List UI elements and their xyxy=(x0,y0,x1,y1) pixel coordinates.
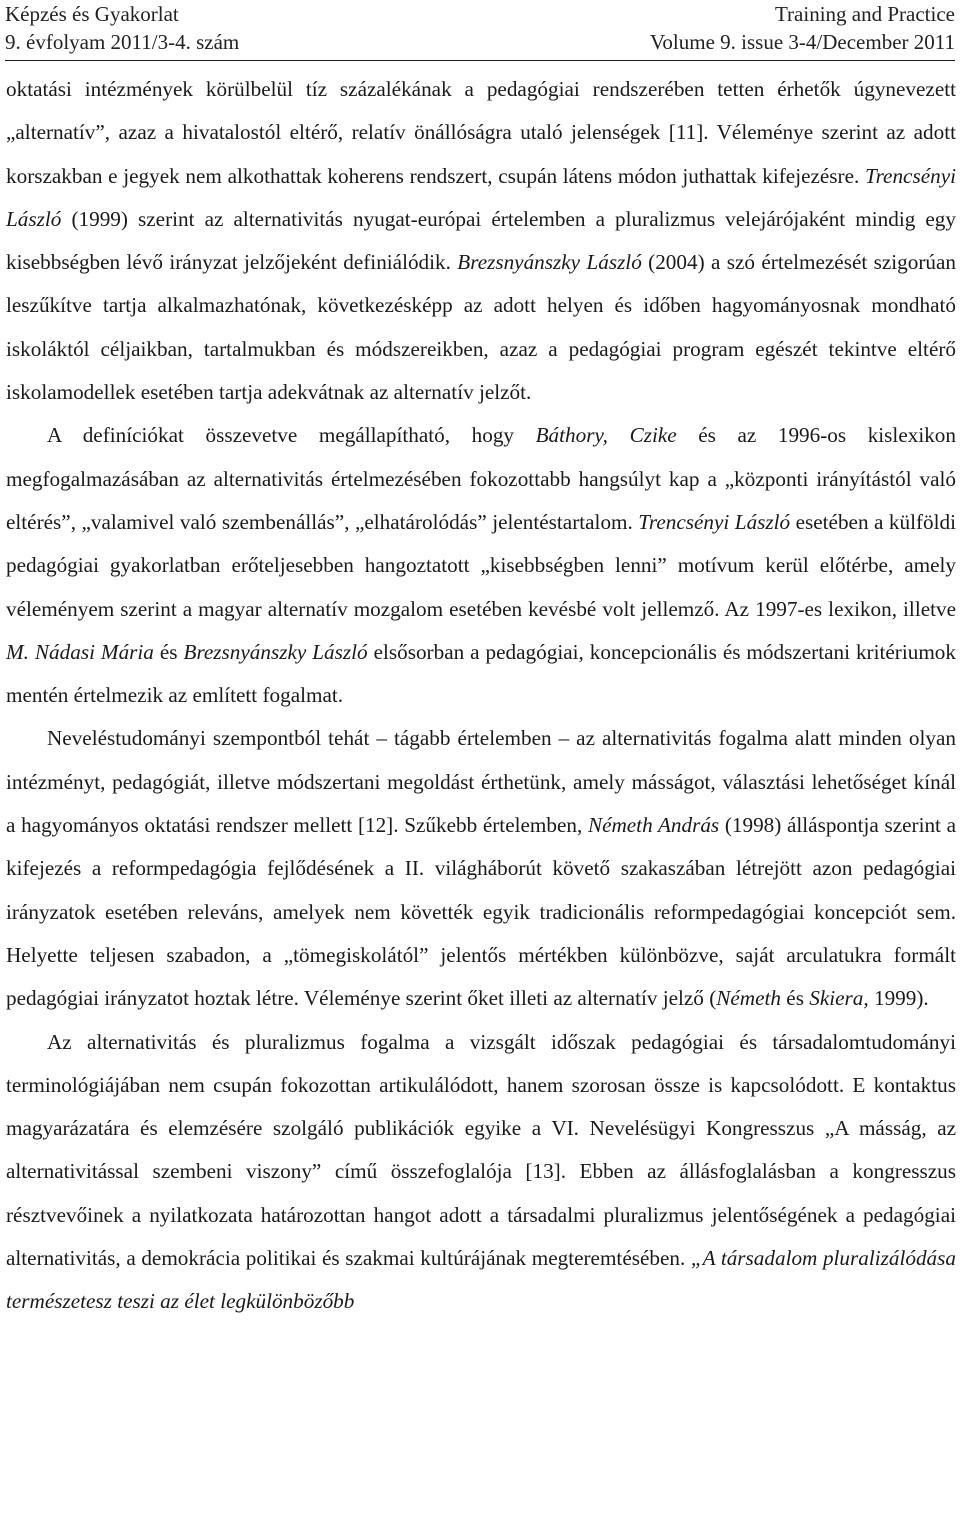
text-run: és az 1996-os kislexikon megfogalmazásában az alternativitás értelmezésében fokozottabb hangsúlyt kap a „központi irányítástól való eltérés”, „valamivel való szembenállás”, „elhatárolódás” jelentéstartalom. xyxy=(6,423,956,534)
paragraph-3 xyxy=(6,717,956,1020)
header-left xyxy=(5,0,239,60)
header-right xyxy=(650,0,955,60)
text-run: elsősorban a pedagógiai, koncepcionális és módszertani kritériumok mentén értelmezik az említett fogalmat. xyxy=(6,639,956,708)
text-run: és xyxy=(153,639,184,664)
journal-title-en: Training and Practice xyxy=(774,2,955,26)
text-run: Neveléstudományi szempontból tehát – tágabb értelemben – az alternativitás fogalma alatt minden olyan intézményt, pedagógiát, illetve módszertani megoldást érthetünk, amely másságot, választási lehetőséget kínál a hagyományos oktatási rendszer mellett [12]. Szűkebb értelemben, xyxy=(6,726,956,838)
text-run: (1998) álláspontja szerint a kifejezés a reformpedagógia fejlődésének a II. világháborút követő szakaszában létrejött azon pedagógiai irányzatok esetében releváns, amelyek nem követték egyik tradicionális reformpedagógiai koncepciót sem. Helyette teljesen szabadon, a „tömegiskolától” jelentős mértékben különbözve, saját arculatukra formált pedagógiai irányzatot hoztak létre. Véleménye szerint őket illeti az alternatív jelző ( xyxy=(6,813,957,1011)
paragraph-4 xyxy=(6,1021,956,1324)
italic-text-run: Trencsényi László xyxy=(6,163,956,231)
italic-text-run: Skiera, xyxy=(809,986,869,1011)
text-run: A definíciókat összevetve megállapítható, hogy xyxy=(47,423,536,448)
italic-text-run: „A társadalom pluralizálódása természetesz teszi az élet legkülönbözőbb xyxy=(6,1246,956,1314)
text-run: (2004) a szó értelmezését szigorúan leszűkítve tartja alkalmazhatónak, következésképp az adott helyen és időben hagyományosnak mondható iskoláktól céljaikban, tartalmukban és módszereikben, azaz a pedagógiai program egészét tekintve eltérő iskolamodellek esetében tartja adekvátnak az alternatív jelzőt. xyxy=(6,250,956,405)
text-run: esetében a külföldi pedagógiai gyakorlatban erőteljesebben hangoztatott „kisebbségben lenni” motívum kerül előtérbe, amely véleményem szerint a magyar alternatív mozgalom esetében kevésbé volt jellemző. Az 1997-es lexikon, illetve xyxy=(6,509,957,621)
italic-text-run: Báthory, Czike xyxy=(535,423,677,448)
text-run: 1999). xyxy=(868,986,929,1011)
journal-title-hu: Képzés és Gyakorlat xyxy=(5,2,179,26)
issue-info-en: Volume 9. issue 3-4/December 2011 xyxy=(649,30,955,54)
text-run: és xyxy=(781,986,810,1011)
paragraph-2 xyxy=(6,414,956,717)
italic-text-run: M. Nádasi Mária xyxy=(6,639,154,664)
paragraph-1 xyxy=(6,68,956,414)
text-run: oktatási intézmények körülbelül tíz százalékának a pedagógiai rendszerében tetten érhetők úgynevezett „alternatív”, azaz a hivatalostól eltérő, relatív önállóságra utaló jelenségek [11]. Véleménye szerint az adott korszakban e jegyek nem alkothattak koherens rendszert, csupán látens módon juthattak kifejezésre. xyxy=(6,77,956,188)
italic-text-run: Brezsnyánszky László xyxy=(183,639,368,664)
italic-text-run: Németh András xyxy=(587,813,720,838)
issue-info-hu: 9. évfolyam 2011/3-4. szám xyxy=(5,30,240,54)
italic-text-run: Németh xyxy=(716,986,781,1011)
italic-text-run: Trencsényi László xyxy=(638,509,791,534)
text-run: (1999) szerint az alternativitás nyugat-európai értelemben a pluralizmus velejárójaként mindig egy kisebbségben lévő irányzat jelzőjeként definiálódik. xyxy=(6,206,956,275)
running-header xyxy=(5,0,955,61)
article-body xyxy=(6,68,956,1324)
italic-text-run: Brezsnyánszky László xyxy=(457,250,642,275)
text-run: Az alternativitás és pluralizmus fogalma a vizsgált időszak pedagógiai és társadalomtudományi terminológiájában nem csupán fokozottan artikulálódott, hanem szorosan össze is kapcsolódott. E kontaktus magyarázatára és elemzésére szolgáló publikációk egyike a VI. Nevelésügyi Kongresszus „A másság, az alternativitással szembeni viszony” című összefoglalója [13]. Ebben az állásfoglalásban a kongresszus résztvevőinek a nyilatkozata határozottan hangot adott a társadalmi pluralizmus jelentőségének a pedagógiai alternativitás, a demokrácia politikai és szakmai kultúrájának megteremtésében. xyxy=(6,1029,956,1271)
